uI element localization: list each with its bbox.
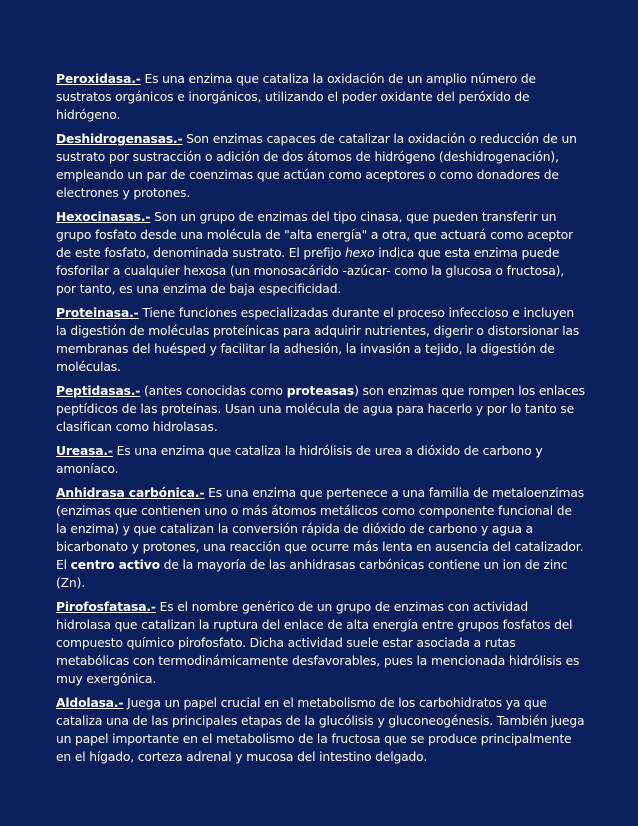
paragraph-aldolasa [56, 694, 586, 766]
definition-text: Son un grupo de enzimas del tipo cinasa, que pueden transferir un grupo fosfato desde una molécula de "alta energía" a otra, que actuará como aceptor de este fosfato, denominada sustrato. El prefijo [56, 210, 574, 260]
definition-text: Son enzimas capaces de catalizar la oxidación o reducción de un sustrato por sustracción o adición de dos átomos de hidrógeno (deshidrogenación), empleando un par de coenzimas que actúan como aceptores o como donadores de electrones y protones. [56, 132, 577, 200]
definition-text: ) son enzimas que rompen los enlaces peptídicos de las proteínas. Usan una molécula de agua para hacerlo y por lo tanto se clasifican como hidrolasas. [56, 384, 585, 434]
term-hexocinasas: Hexocinasas.- [56, 210, 151, 224]
italic-prefix: hexo [344, 246, 375, 260]
term-aldolasa: Aldolasa.- [56, 696, 124, 710]
document-body [56, 70, 586, 772]
paragraph-anhidrasa-carbonica [56, 484, 586, 592]
paragraph-hexocinasas [56, 208, 586, 298]
term-proteinasa: Proteinasa.- [56, 306, 139, 320]
paragraph-peptidasas [56, 382, 586, 436]
definition-text: de la mayoría de las anhidrasas carbónicas contiene un ion de zinc (Zn). [56, 558, 568, 590]
definition-text: Es una enzima que cataliza la oxidación de un amplio número de sustratos orgánicos e inorgánicos, utilizando el poder oxidante del peróxido de hidrógeno. [56, 72, 536, 122]
paragraph-ureasa [56, 442, 586, 478]
paragraph-pirofosfatasa [56, 598, 586, 688]
term-pirofosfatasa: Pirofosfatasa.- [56, 600, 156, 614]
term-anhidrasa-carbonica: Anhidrasa carbónica.- [56, 486, 205, 500]
term-ureasa: Ureasa.- [56, 444, 113, 458]
term-peroxidasa: Peroxidasa.- [56, 72, 141, 86]
paragraph-proteinasa [56, 304, 586, 376]
definition-text: Juega un papel crucial en el metabolismo de los carbohidratos ya que cataliza una de las principales etapas de la glucólisis y gluconeogénesis. También juega un papel importante en el metabolismo de la fructosa que se produce principalmente en el hígado, corteza adrenal y mucosa del intestino delgado. [56, 696, 585, 764]
paragraph-peroxidasa [56, 70, 586, 124]
term-peptidasas: Peptidasas.- [56, 384, 141, 398]
definition-text: Es una enzima que pertenece a una familia de metaloenzimas (enzimas que contienen uno o más átomos metálicos como componente funcional de la enzima) y que catalizan la conversión rápida de dióxido de carbono y agua a bicarbonato y protones, una reacción que ocurre más lenta en ausencia del catalizador. El [56, 486, 584, 572]
bold-term: proteasas [286, 384, 355, 398]
definition-text: Es una enzima que cataliza la hidrólisis de urea a dióxido de carbono y amoníaco. [56, 444, 543, 476]
paragraph-deshidrogenasas [56, 130, 586, 202]
bold-term: centro activo [70, 558, 160, 572]
definition-text: indica que esta enzima puede fosforilar a cualquier hexosa (un monosacárido -azúcar- como la glucosa o fructosa), por tanto, es una enzima de baja especificidad. [56, 246, 565, 296]
definition-text: Es el nombre genérico de un grupo de enzimas con actividad hidrolasa que catalizan la ruptura del enlace de alta energía entre grupos fosfatos del compuesto químico pirofosfato. Dicha actividad suele estar asociada a rutas metabólicas con termodinámicamente desfavorables, pues la mencionada hidrólisis es muy exergónica. [56, 600, 580, 686]
term-deshidrogenasas: Deshidrogenasas.- [56, 132, 183, 146]
definition-text: Tiene funciones especializadas durante el proceso infeccioso e incluyen la digestión de moléculas proteínicas para adquirir nutrientes, digerir o distorsionar las membranas del huésped y facilitar la adhesión, la invasión a tejido, la digestión de moléculas. [56, 306, 580, 374]
definition-text: (antes conocidas como [140, 384, 287, 398]
